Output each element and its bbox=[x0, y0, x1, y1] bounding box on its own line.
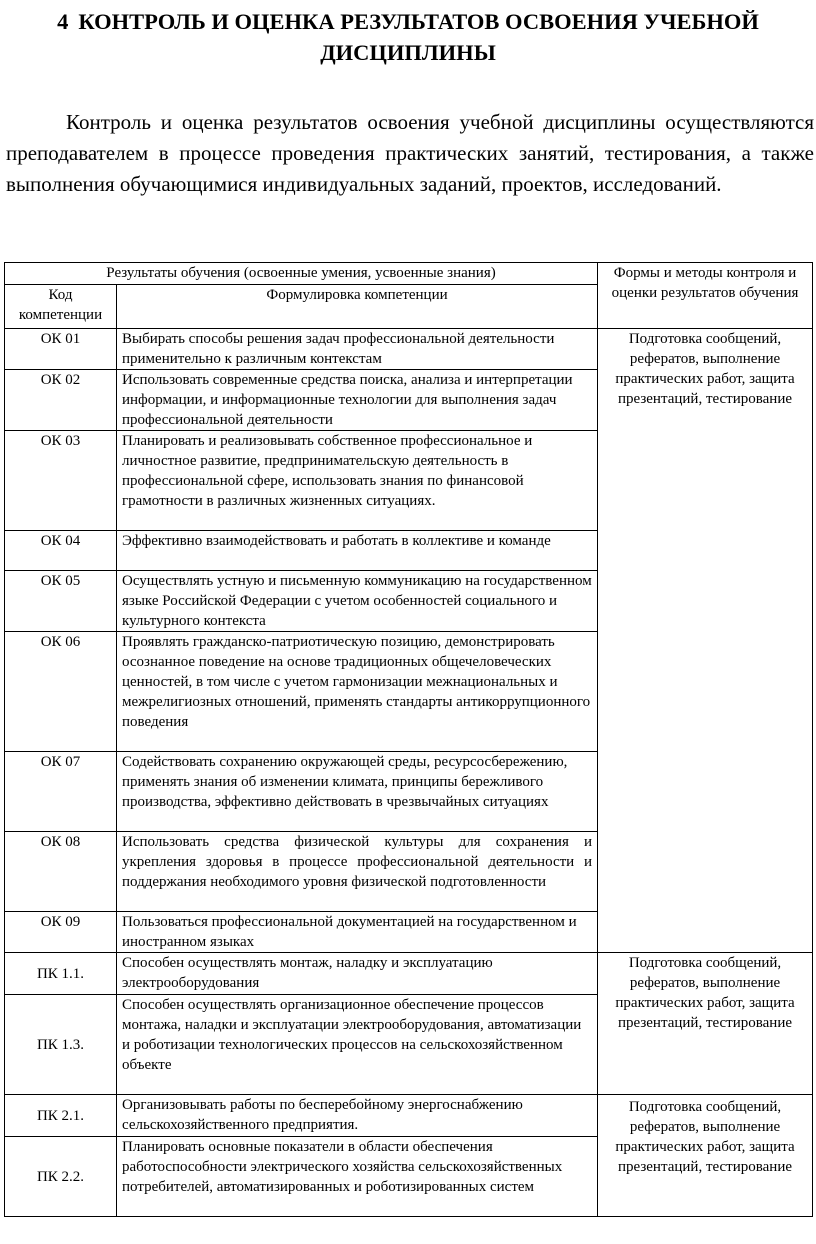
competence-code: ОК 05 bbox=[5, 571, 117, 632]
competence-code: ОК 07 bbox=[5, 752, 117, 832]
section-heading bbox=[0, 6, 816, 68]
section-number: 4 bbox=[57, 9, 69, 34]
header-results: Результаты обучения (освоенные умения, усвоенные знания) bbox=[5, 263, 598, 285]
pk-group1-forms-cell: Подготовка сообщений, рефератов, выполнение практических работ, защита презентаций, тестирование bbox=[598, 953, 813, 1095]
table-row bbox=[5, 329, 813, 370]
header-forms: Формы и методы контроля и оценки результатов обучения bbox=[598, 263, 813, 329]
competence-code: ПК 2.1. bbox=[5, 1095, 117, 1137]
section-title-line1: КОНТРОЛЬ И ОЦЕНКА РЕЗУЛЬТАТОВ ОСВОЕНИЯ УЧЕБНОЙ bbox=[78, 9, 759, 34]
table-row bbox=[5, 1095, 813, 1137]
competence-text: Эффективно взаимодействовать и работать в коллективе и команде bbox=[117, 531, 598, 571]
competence-code: ОК 09 bbox=[5, 912, 117, 953]
competence-code: ПК 2.2. bbox=[5, 1137, 117, 1217]
section-title-line2: ДИСЦИПЛИНЫ bbox=[320, 40, 496, 65]
ok-forms-cell: Подготовка сообщений, рефератов, выполнение практических работ, защита презентаций, тестирование bbox=[598, 329, 813, 953]
competence-code: ОК 03 bbox=[5, 431, 117, 531]
intro-paragraph: Контроль и оценка результатов освоения учебной дисциплины осуществляются преподавателем в процессе проведения практических занятий, тестирования, а также выполнения обучающимися индивидуальных заданий, проектов, исследований. bbox=[6, 110, 814, 196]
pk-group2-forms-cell: Подготовка сообщений, рефератов, выполнение практических работ, защита презентаций, тестирование bbox=[598, 1095, 813, 1217]
competence-text: Способен осуществлять монтаж, наладку и эксплуатацию электрооборудования bbox=[117, 953, 598, 995]
competence-code: ПК 1.3. bbox=[5, 995, 117, 1095]
results-table bbox=[4, 262, 813, 1217]
competence-text: Содействовать сохранению окружающей среды, ресурсосбережению, применять знания об изменении климата, принципы бережливого производства, эффективно действовать в чрезвычайных ситуациях bbox=[117, 752, 598, 832]
competence-code: ОК 02 bbox=[5, 370, 117, 431]
competence-code: ОК 01 bbox=[5, 329, 117, 370]
competence-text: Планировать и реализовывать собственное профессиональное и личностное развитие, предпринимательскую деятельность в профессиональной сфере, использовать знания по финансовой грамотности в различных жизненных ситуациях. bbox=[117, 431, 598, 531]
competence-code: ОК 06 bbox=[5, 632, 117, 752]
competence-text: Использовать средства физической культуры для сохранения и укрепления здоровья в процессе профессиональной деятельности и поддержания необходимого уровня физической подготовленности bbox=[117, 832, 598, 912]
competence-text: Планировать основные показатели в области обеспечения работоспособности электрического хозяйства сельскохозяйственных потребителей, автоматизированных и роботизированных систем bbox=[117, 1137, 598, 1217]
header-formulation: Формулировка компетенции bbox=[117, 285, 598, 329]
competence-code: ОК 04 bbox=[5, 531, 117, 571]
competence-code: ОК 08 bbox=[5, 832, 117, 912]
table-row bbox=[5, 953, 813, 995]
competence-text: Способен осуществлять организационное обеспечение процессов монтажа, наладки и эксплуатации электрооборудования, автоматизации и роботизации технологических процессов на сельскохозяйственном объекте bbox=[117, 995, 598, 1095]
competence-text: Выбирать способы решения задач профессиональной деятельности применительно к различным контекстам bbox=[117, 329, 598, 370]
competence-text: Пользоваться профессиональной документацией на государственном и иностранном языках bbox=[117, 912, 598, 953]
competence-text: Осуществлять устную и письменную коммуникацию на государственном языке Российской Федерации с учетом особенностей социального и культурного контекста bbox=[117, 571, 598, 632]
table-header-row bbox=[5, 263, 813, 285]
competence-text: Организовывать работы по бесперебойному энергоснабжению сельскохозяйственного предприятия. bbox=[117, 1095, 598, 1137]
competence-code: ПК 1.1. bbox=[5, 953, 117, 995]
header-code: Код компетенции bbox=[5, 285, 117, 329]
competence-text: Проявлять гражданско-патриотическую позицию, демонстрировать осознанное поведение на основе традиционных общечеловеческих ценностей, в том числе с учетом гармонизации межнациональных и межрелигиозных отношений, применять стандарты антикоррупционного поведения bbox=[117, 632, 598, 752]
competence-text: Использовать современные средства поиска, анализа и интерпретации информации, и информационные технологии для выполнения задач профессиональной деятельности bbox=[117, 370, 598, 431]
section-heading-line1 bbox=[0, 6, 816, 37]
